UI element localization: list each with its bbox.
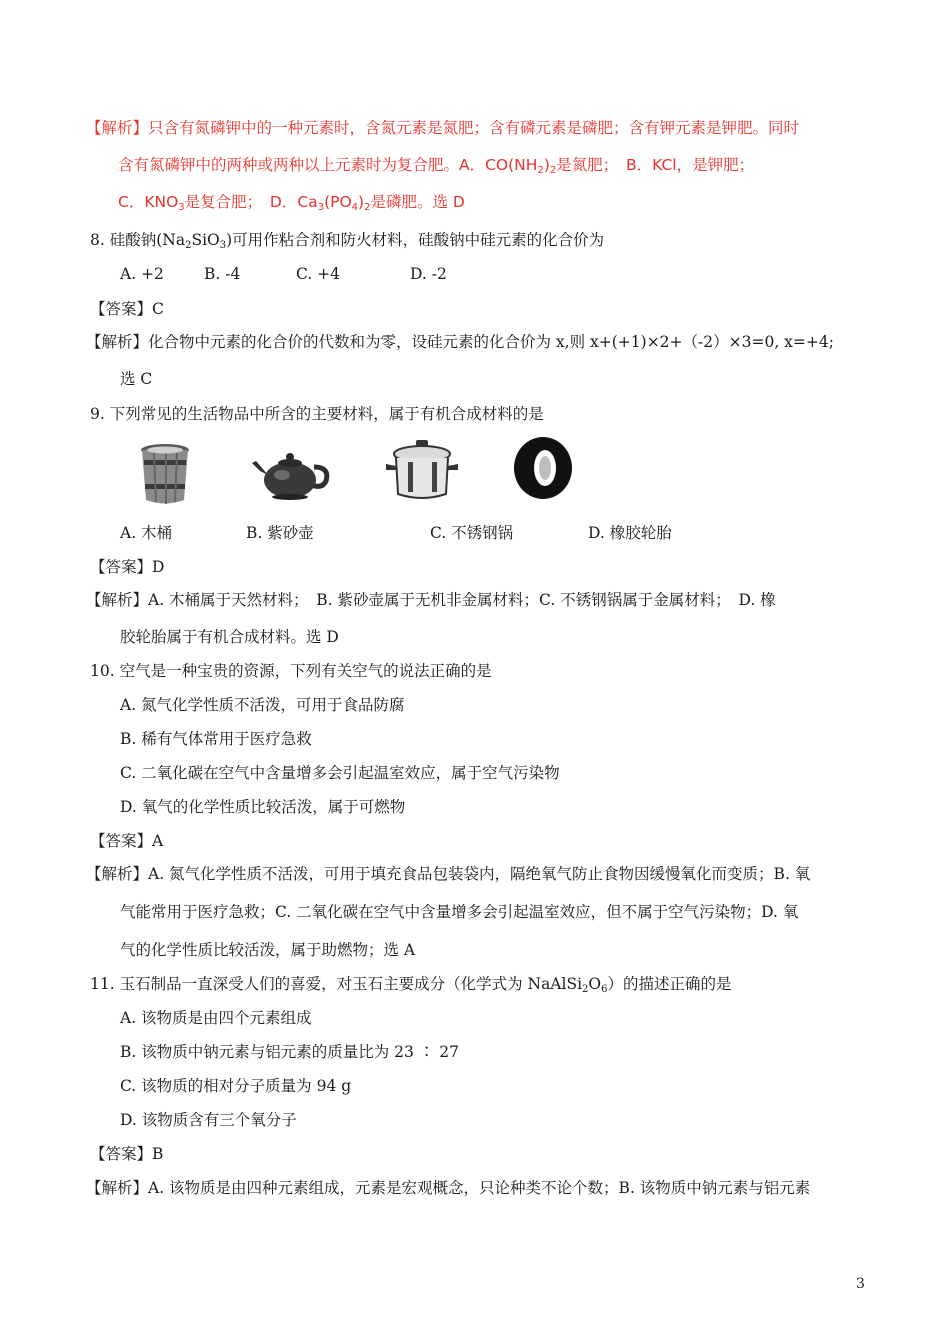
q10-analysis-line-1: 【解析】A. 氮气化学性质不活泼，可用于填充食品包装袋内，隔绝氧气防止食物因缓慢氧化而变质；B. 氧 [86, 865, 811, 883]
q9-analysis-line-1: 【解析】A. 木桶属于天然材料； B. 紫砂壶属于无机非金属材料；C. 不锈钢锅属于金属材料； D. 橡 [86, 591, 776, 609]
q11-analysis-line-1: 【解析】A. 该物质是由四种元素组成，元素是宏观概念，只论种类不论个数；B. 该物质中钠元素与铝元素 [86, 1179, 811, 1197]
q8-option-a: A. +2 [120, 265, 164, 283]
q11-stem: 11. 玉石制品一直深受人们的喜爱，对玉石主要成分（化学式为 $NaAlSi_2O_6$）的描述正确的是 [90, 975, 732, 995]
rubber-tire-image [512, 436, 574, 500]
red-analysis-line-2: 含有氮磷钾中的两种或两种以上元素时为复合肥。A．$CO(NH_2)_2$是氮肥； B．KCl，是钾肥； [118, 156, 755, 176]
q8-options [120, 264, 447, 284]
q8-answer: 【答案】C [90, 300, 164, 318]
q9-options [120, 523, 672, 543]
q10-option-d: D. 氧气的化学性质比较活泼，属于可燃物 [120, 798, 406, 816]
q10-option-b: B. 稀有气体常用于医疗急救 [120, 730, 312, 748]
q11-option-a: A. 该物质是由四个元素组成 [120, 1009, 312, 1027]
q9-stem: 9. 下列常见的生活物品中所含的主要材料，属于有机合成材料的是 [90, 405, 544, 423]
red-analysis-line-1: 【解析】只含有氮磷钾中的一种元素时，含氮元素是氮肥；含有磷元素是磷肥；含有钾元素是钾肥。同时 [86, 119, 800, 137]
q10-analysis-line-2: 气能常用于医疗急救；C. 二氧化碳在空气中含量增多会引起温室效应，但不属于空气污染物；D. 氧 [120, 903, 799, 921]
stainless-steel-pot-image [386, 440, 458, 502]
q10-stem: 10. 空气是一种宝贵的资源，下列有关空气的说法正确的是 [90, 662, 492, 680]
q9-option-d: D. 橡胶轮胎 [588, 524, 672, 542]
wooden-bucket-image [136, 440, 194, 508]
q11-answer: 【答案】B [90, 1145, 164, 1163]
q11-option-d: D. 该物质含有三个氧分子 [120, 1111, 297, 1129]
q9-option-a: A. 木桶 [120, 524, 173, 542]
teapot-image [252, 445, 332, 503]
q8-analysis-line-2: 选 C [120, 370, 153, 388]
q11-option-c: C. 该物质的相对分子质量为 94 g [120, 1077, 352, 1095]
q10-option-a: A. 氮气化学性质不活泼，可用于食品防腐 [120, 696, 405, 714]
q9-option-b: B. 紫砂壶 [246, 524, 314, 542]
q10-option-c: C. 二氧化碳在空气中含量增多会引起温室效应，属于空气污染物 [120, 764, 560, 782]
q8-analysis-line-1: 【解析】化合物中元素的化合价的代数和为零，设硅元素的化合价为 x,则 x+(+1)×2+（-2）×3=0, x=+4; [86, 333, 834, 351]
q9-option-c: C. 不锈钢锅 [430, 524, 514, 542]
q11-option-b: B. 该物质中钠元素与铝元素的质量比为 23 ∶ 27 [120, 1043, 459, 1061]
q8-stem: 8. 硅酸钠$(Na_2SiO_3)$可用作粘合剂和防火材料，硅酸钠中硅元素的化合价为 [90, 231, 605, 251]
q10-analysis-line-3: 气的化学性质比较活泼，属于助燃物；选 A [120, 941, 416, 959]
q9-answer: 【答案】D [90, 558, 165, 576]
q8-option-b: B. -4 [204, 265, 241, 283]
red-analysis-line-3: C．$KNO_3$是复合肥； D．$Ca_3(PO_4)_2$是磷肥。选 D [118, 193, 465, 213]
page-number: 3 [856, 1276, 865, 1292]
q10-answer: 【答案】A [90, 832, 164, 850]
q8-option-d: D. -2 [410, 265, 447, 283]
q9-analysis-line-2: 胶轮胎属于有机合成材料。选 D [120, 628, 339, 646]
q8-option-c: C. +4 [296, 265, 341, 283]
